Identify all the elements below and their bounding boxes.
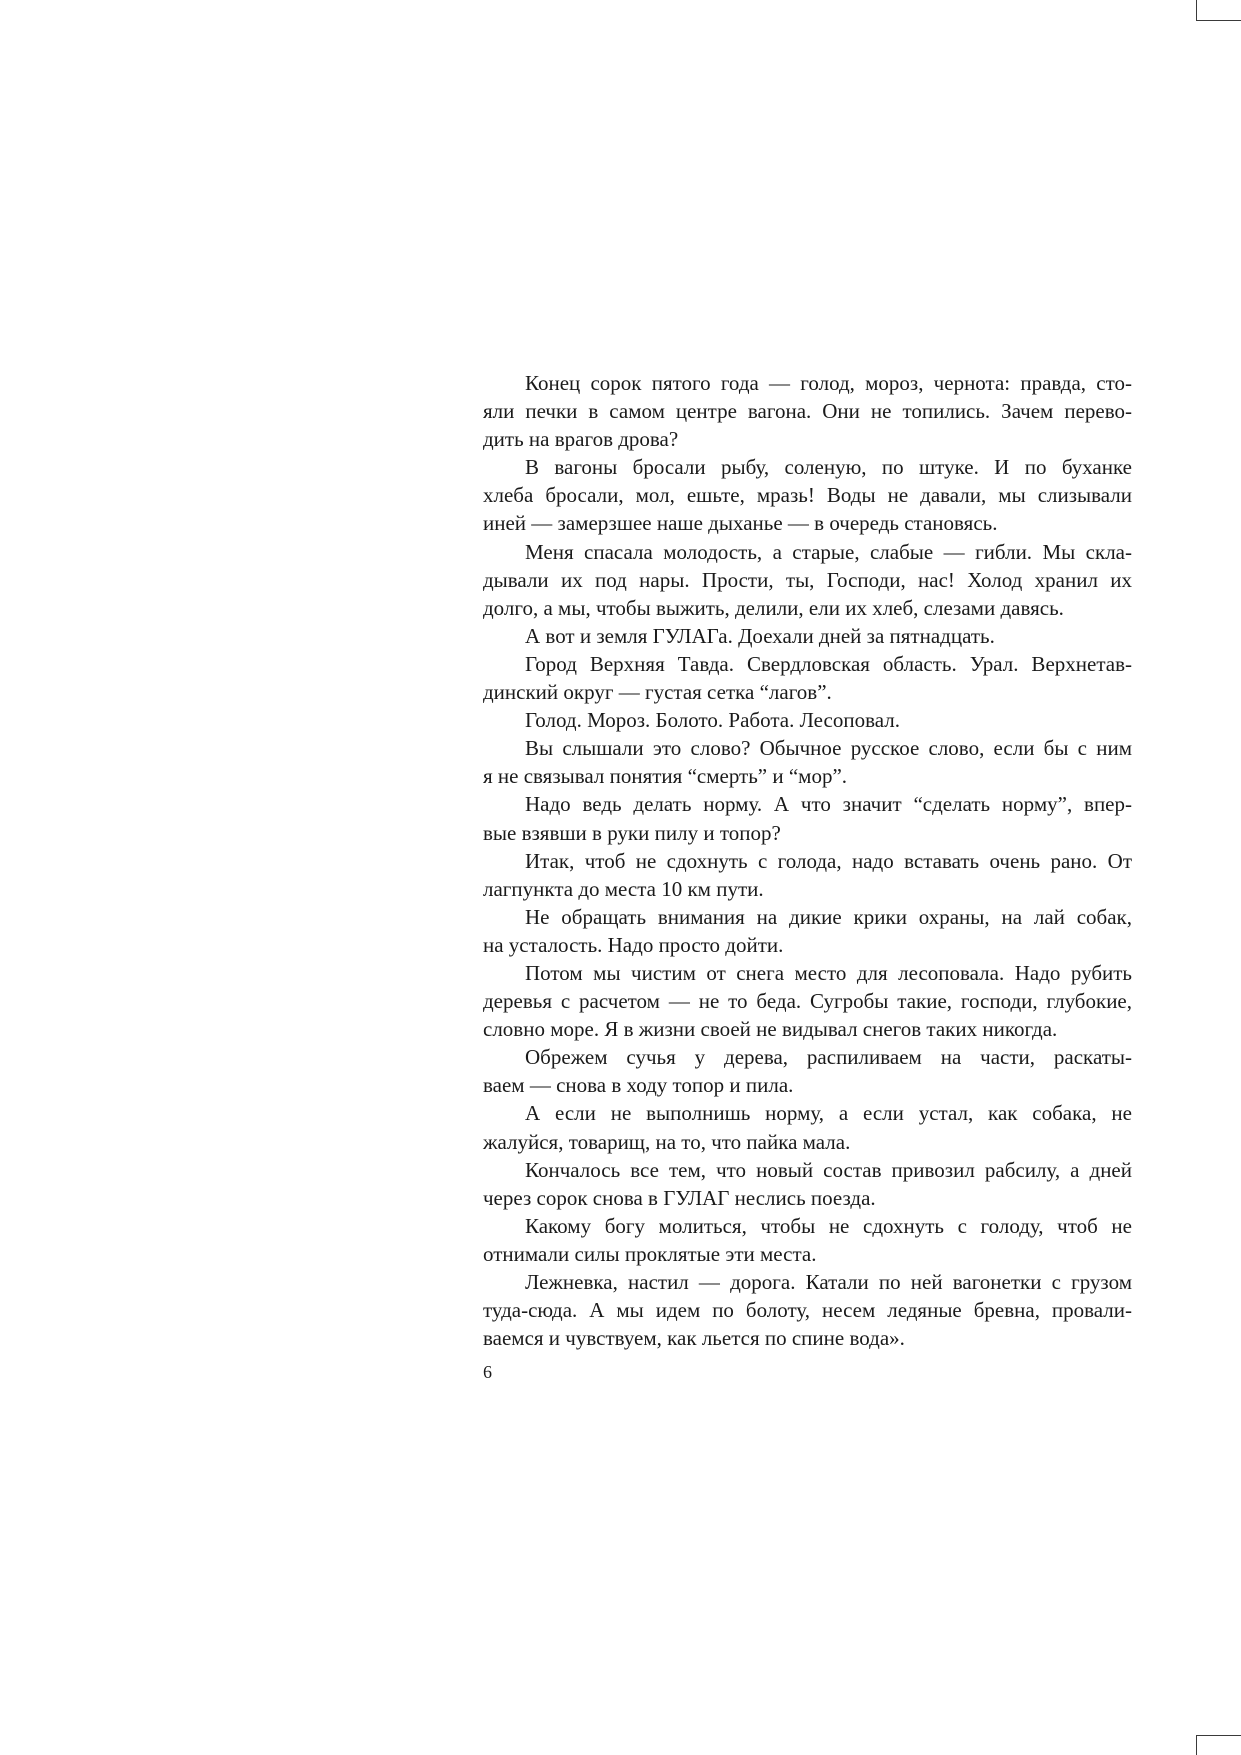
paragraph — [483, 538, 1132, 622]
page-number: 6 — [483, 1362, 492, 1382]
text-line: ваем — снова в ходу топор и пила. — [483, 1073, 794, 1098]
text-line: иней — замерзшее наше дыханье — в очередь становясь. — [483, 511, 998, 536]
text-line: отнимали силы проклятые эти места. — [483, 1241, 817, 1266]
paragraph — [483, 706, 1132, 734]
paragraph — [483, 622, 1132, 650]
text-line: Лежневка, настил — дорога. Катали по ней вагонетки с грузом — [525, 1270, 1132, 1294]
body-text — [483, 369, 1132, 1352]
text-line: Кончалось все тем, что новый состав привозил рабсилу, а дней — [525, 1157, 1132, 1182]
text-line: Надо ведь делать норму. А что значит “сделать норму”, впер- — [525, 792, 1132, 817]
crop-mark-top-horizontal — [1196, 20, 1241, 21]
text-line: Какому богу молиться, чтобы не сдохнуть с голоду, чтоб не — [525, 1213, 1132, 1238]
paragraph — [483, 1212, 1132, 1268]
text-line: долго, а мы, чтобы выжить, делили, ели их хлеб, слезами давясь. — [483, 595, 1064, 620]
text-line: Конец сорок пятого года — голод, мороз, чернота: правда, сто- — [525, 371, 1132, 395]
text-line: В вагоны бросали рыбу, соленую, по штуке. И по буханке — [525, 455, 1132, 480]
text-line: Голод. Мороз. Болото. Работа. Лесоповал. — [525, 708, 900, 733]
paragraph — [483, 1268, 1132, 1352]
text-line: хлеба бросали, мол, ешьте, мразь! Воды не давали, мы слизывали — [483, 483, 1132, 508]
text-line: Город Верхняя Тавда. Свердловская область. Урал. Верхнетав- — [525, 651, 1132, 676]
text-line: жалуйся, товарищ, на то, что пайка мала. — [483, 1129, 851, 1154]
paragraph — [483, 369, 1132, 453]
text-line: ваемся и чувствуем, как льется по спине вода». — [483, 1326, 905, 1351]
paragraph — [483, 903, 1132, 959]
paragraph — [483, 847, 1132, 903]
text-line: Не обращать внимания на дикие крики охраны, на лай собак, — [525, 904, 1132, 929]
text-line: Вы слышали это слово? Обычное русское слово, если бы с ним — [525, 736, 1132, 761]
text-line: деревья с расчетом — не то беда. Сугробы такие, господи, глубокие, — [483, 989, 1132, 1014]
paragraph — [483, 1043, 1132, 1099]
text-line: динский округ — густая сетка “лагов”. — [483, 680, 832, 705]
text-line: А вот и земля ГУЛАГа. Доехали дней за пятнадцать. — [525, 623, 995, 648]
text-line: вые взявши в руки пилу и топор? — [483, 820, 781, 845]
text-line: Потом мы чистим от снега место для лесоповала. Надо рубить — [525, 960, 1132, 985]
text-line: лагпункта до места 10 км пути. — [483, 876, 764, 901]
text-line: дить на врагов дрова? — [483, 427, 679, 452]
text-line: я не связывал понятия “смерть” и “мор”. — [483, 764, 848, 789]
paragraph — [483, 959, 1132, 1043]
paragraph — [483, 790, 1132, 846]
text-line: Меня спасала молодость, а старые, слабые — гибли. Мы скла- — [525, 539, 1132, 564]
text-line: на усталость. Надо просто дойти. — [483, 932, 784, 957]
text-line: туда-сюда. А мы идем по болоту, несем ледяные бревна, провали- — [483, 1298, 1132, 1323]
paragraph — [483, 453, 1132, 537]
text-line: яли печки в самом центре вагона. Они не топились. Зачем перево- — [483, 399, 1132, 424]
text-line: через сорок снова в ГУЛАГ неслись поезда. — [483, 1185, 876, 1210]
crop-mark-bottom-horizontal — [1196, 1735, 1241, 1736]
paragraph — [483, 650, 1132, 706]
text-line: Итак, чтоб не сдохнуть с голода, надо вставать очень рано. От — [525, 848, 1132, 873]
text-line: словно море. Я в жизни своей не видывал снегов таких никогда. — [483, 1017, 1058, 1042]
paragraph — [483, 734, 1132, 790]
paragraph — [483, 1099, 1132, 1155]
crop-mark-bottom-vertical — [1196, 1735, 1197, 1755]
crop-mark-top-vertical — [1196, 0, 1197, 21]
text-line: дывали их под нары. Прости, ты, Господи, нас! Холод хранил их — [483, 567, 1132, 592]
text-line: А если не выполнишь норму, а если устал, как собака, не — [525, 1101, 1132, 1126]
text-line: Обрежем сучья у дерева, распиливаем на части, раскаты- — [525, 1045, 1132, 1070]
paragraph — [483, 1156, 1132, 1212]
